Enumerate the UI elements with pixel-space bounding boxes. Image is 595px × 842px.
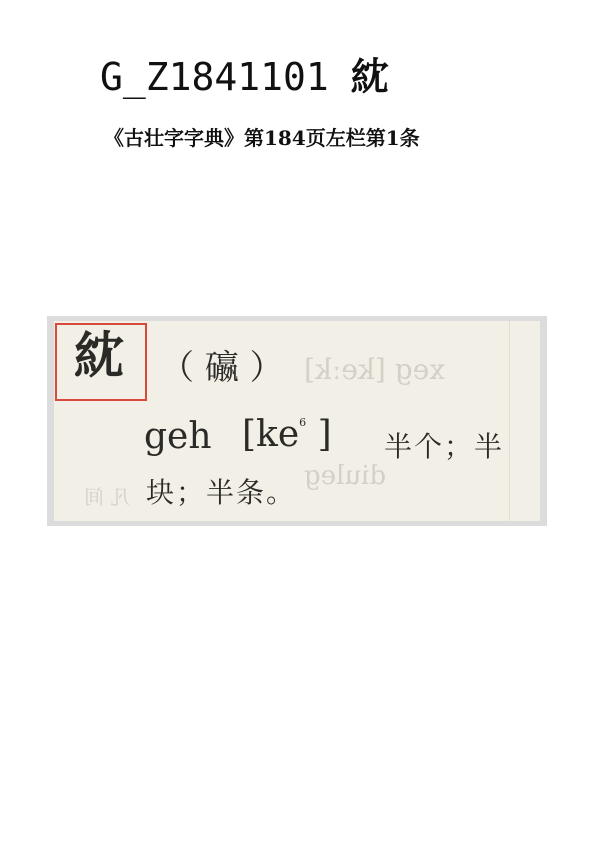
pronunciation-close: ] (317, 414, 332, 455)
entry-code: G_Z1841101 (100, 55, 329, 99)
page-crease (509, 321, 510, 521)
head-character: 紞 (74, 327, 124, 385)
definition-line-1: 半个；半 (384, 430, 505, 463)
scan-paper (54, 321, 540, 521)
variant-character: （ 䃷 ） (160, 348, 284, 388)
bleed-through-text: 凡 间 (84, 485, 131, 509)
definition-line-2: 块；半条。 (146, 476, 297, 509)
bleed-through-text: xeg [keːk] (304, 353, 445, 386)
dictionary-scan (47, 316, 547, 526)
pronunciation-text: [ke (242, 414, 300, 455)
pronunciation (242, 414, 332, 455)
source-citation: 《古壮字字典》第184页左栏第1条 (104, 126, 420, 150)
entry-code-title (100, 55, 389, 99)
romanization: geh (144, 416, 212, 457)
entry-character: 紞 (350, 55, 389, 99)
bleed-through-text: diuleg (304, 461, 387, 491)
tone-number: 6 (299, 416, 307, 429)
